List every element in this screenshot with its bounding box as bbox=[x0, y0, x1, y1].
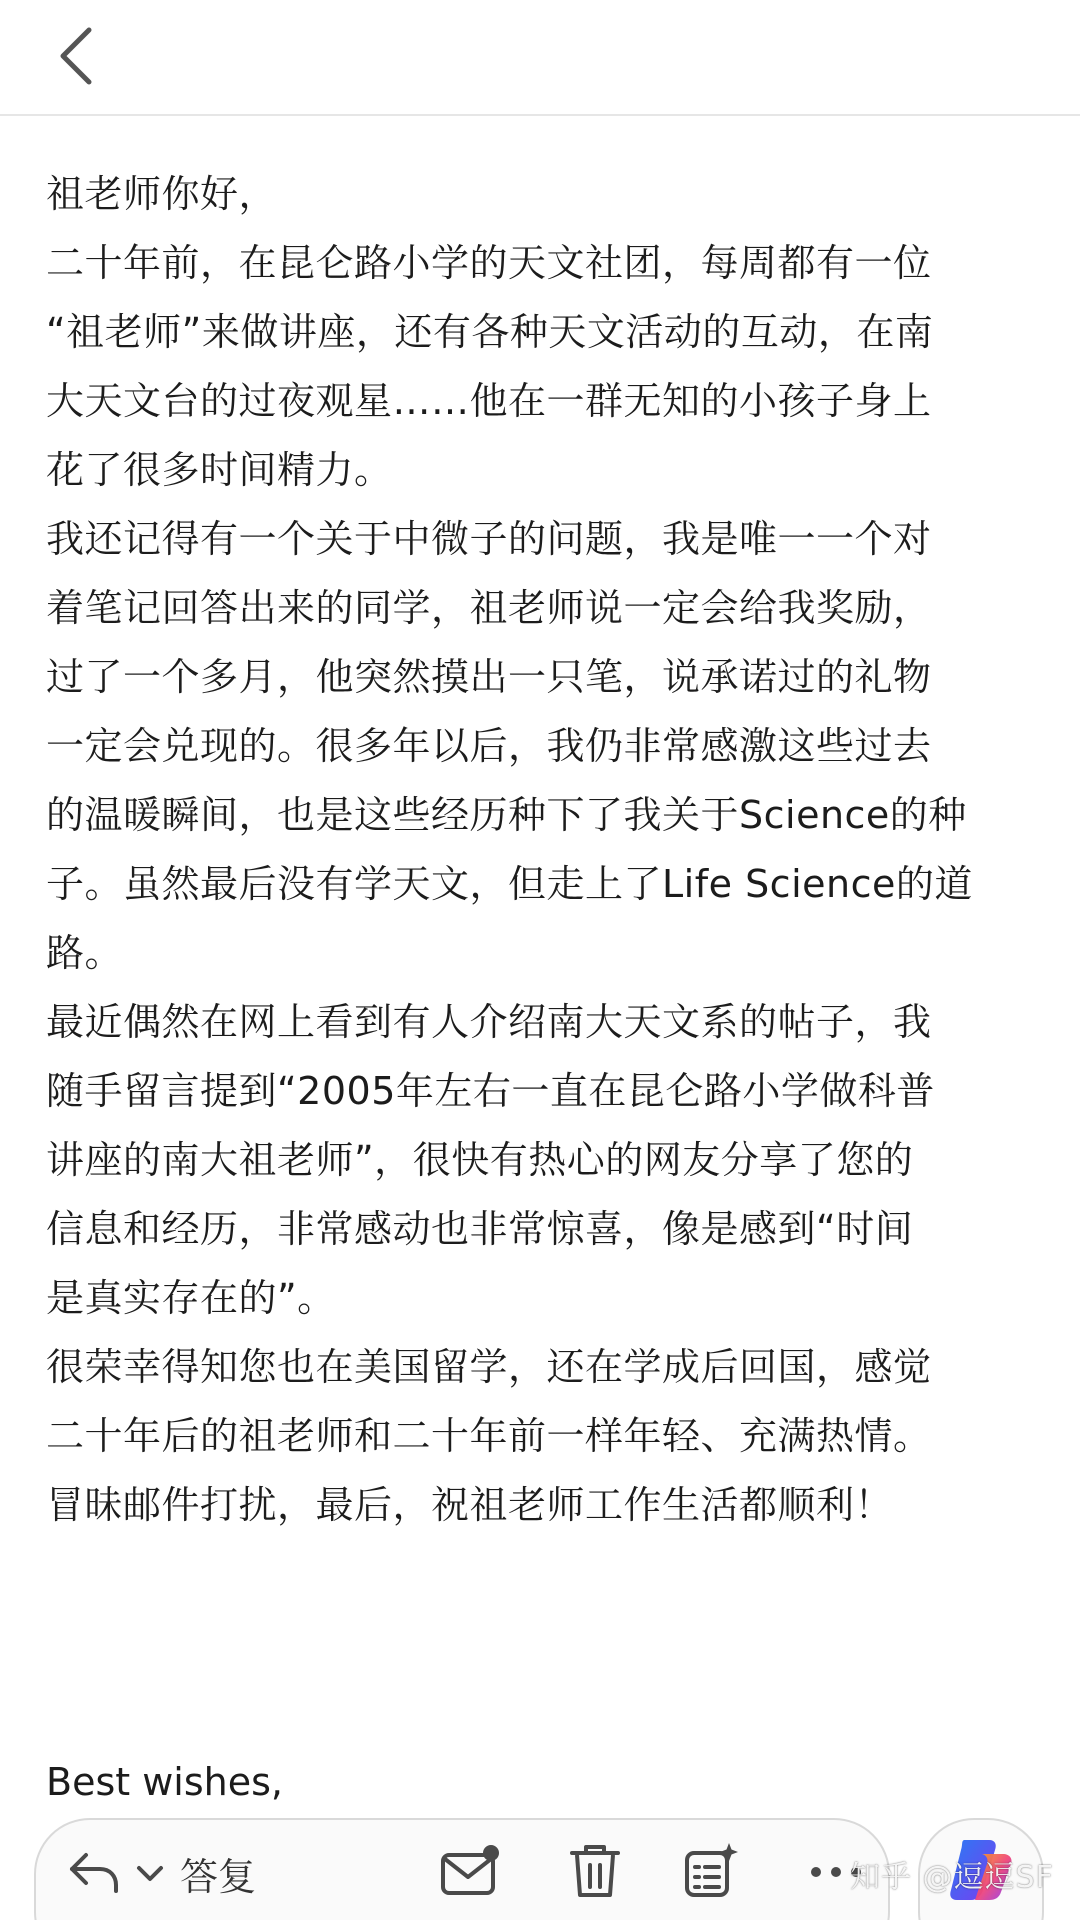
chevron-down-icon[interactable] bbox=[134, 1861, 166, 1885]
email-paragraph: 很荣幸得知您也在美国留学，还在学成后回国，感觉 二十年后的祖老师和二十年前一样年轻、充满热情。 bbox=[46, 1345, 932, 1458]
copilot-button[interactable] bbox=[918, 1818, 1044, 1920]
top-bar bbox=[0, 0, 1080, 116]
bottom-action-bar bbox=[34, 1818, 890, 1920]
mark-unread-icon bbox=[439, 1843, 503, 1899]
delete-icon bbox=[568, 1841, 622, 1901]
email-paragraph: 最近偶然在网上看到有人介绍南大天文系的帖子，我 随手留言提到“2005年左右一直在昆仑路小学做科普 讲座的南大祖老师”，很快有热心的网友分享了您的 信息和经历，非常感动也非常惊喜，像是感到“时间 是真实存在的”。 bbox=[46, 1000, 935, 1320]
watermark: 知乎 @逗逗SF bbox=[850, 1860, 1054, 1895]
delete-button[interactable] bbox=[560, 1834, 630, 1908]
more-icon bbox=[808, 1864, 864, 1880]
reply-button[interactable] bbox=[66, 1838, 256, 1908]
chevron-left-icon bbox=[55, 24, 95, 88]
back-button[interactable] bbox=[40, 18, 110, 94]
ai-tasks-button[interactable] bbox=[676, 1834, 746, 1908]
email-greeting: 祖老师你好， bbox=[46, 172, 278, 216]
ai-tasks-icon bbox=[681, 1841, 741, 1901]
mark-unread-button[interactable] bbox=[436, 1836, 506, 1906]
more-button[interactable] bbox=[806, 1842, 866, 1902]
reply-icon bbox=[66, 1849, 122, 1897]
email-paragraph: 二十年前，在昆仑路小学的天文社团，每周都有一位 “祖老师”来做讲座，还有各种天文活动的互动，在南 大天文台的过夜观星……他在一群无知的小孩子身上 花了很多时间精力。 bbox=[46, 241, 934, 492]
email-closing: Best wishes, bbox=[46, 1760, 283, 1804]
copilot-icon bbox=[945, 1834, 1017, 1906]
email-paragraph: 冒昧邮件打扰，最后，祝祖老师工作生活都顺利！ bbox=[46, 1483, 894, 1527]
email-paragraph: 我还记得有一个关于中微子的问题，我是唯一一个对 着笔记回答出来的同学，祖老师说一定会给我奖励， 过了一个多月，他突然摸出一只笔，说承诺过的礼物 一定会兑现的。很多年以后，我仍非常感激这些过去 的温暖瞬间，也是这些经历种下了我关于Science的种 子。虽然最后没有学天文，但走上了Life Science的道 路。 bbox=[46, 517, 973, 975]
email-body bbox=[46, 160, 1046, 1540]
reply-label: 答复 bbox=[180, 1854, 257, 1899]
